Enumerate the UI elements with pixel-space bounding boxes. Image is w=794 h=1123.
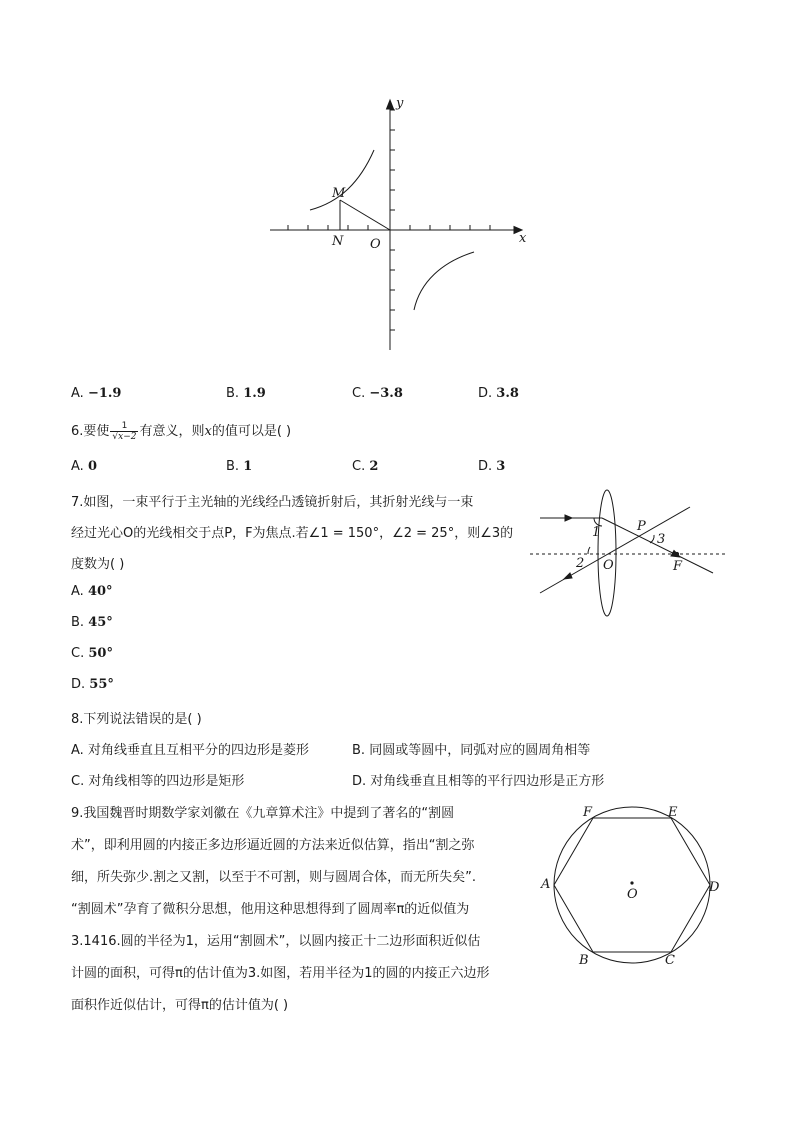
q8-option-a[interactable]: A. 对角线垂直且互相平分的四边形是菱形 <box>71 743 309 758</box>
angle-3-label: 3 <box>657 532 666 547</box>
q7-stem-line-2: 经过光心O的光线相交于点P，F为焦点.若∠1 = 150°，∠2 = 25°，则∠3的 <box>71 526 514 541</box>
q5-option-a[interactable]: A. −1.9 <box>71 386 122 401</box>
vertex-D-label: D <box>709 880 720 895</box>
convex-lens <box>598 490 616 616</box>
inscribed-hexagon <box>554 818 710 952</box>
q6-stem: 6.要使 $\frac{1}{√x-2}$ 有意义，则x的值可以是( ) <box>71 421 292 442</box>
q5-option-d[interactable]: D. 3.8 <box>478 386 519 401</box>
q9-stem-line-2: 术”，即利用圆的内接正多边形逼近圆的方法来近似估算，指出“割之弥 <box>71 838 475 853</box>
q8-option-b[interactable]: B. 同圆或等圆中，同弧对应的圆周角相等 <box>352 743 591 758</box>
q8-option-c[interactable]: C. 对角线相等的四边形是矩形 <box>71 774 245 789</box>
q8-option-d[interactable]: D. 对角线垂直且相等的平行四边形是正方形 <box>352 774 605 789</box>
vertex-E-label: E <box>668 805 678 820</box>
q9-stem-line-6: 计圆的面积，可得π的估计值为3.如图，若用半径为1的圆的内接正六边形 <box>71 966 490 981</box>
hexagon-circle-figure <box>535 800 730 970</box>
parallel-ray-arrow <box>565 515 572 521</box>
y-ticks <box>390 110 395 330</box>
center-dot <box>630 881 633 884</box>
q8-stem: 8.下列说法错误的是( ) <box>71 712 202 727</box>
vertex-C-label: C <box>665 953 675 968</box>
q9-stem-line-4: “割圆术”孕育了微积分思想，他用这种思想得到了圆周率π的近似值为 <box>71 902 470 917</box>
q7-stem-line-1: 7.如图，一束平行于主光轴的光线经凸透镜折射后，其折射光线与一束 <box>71 495 474 510</box>
q9-stem-line-1: 9.我国魏晋时期数学家刘徽在《九章算术注》中提到了著名的“割圆 <box>71 806 455 821</box>
q6-option-b[interactable]: B. 1 <box>226 459 253 474</box>
origin-label: O <box>370 237 381 252</box>
point-N-label: N <box>332 234 344 249</box>
q7-option-d[interactable]: D. 55° <box>71 677 114 692</box>
q6-fraction: $\frac{1}{√x-2}$ <box>112 421 137 442</box>
center-ray-arrow <box>564 573 572 579</box>
center-O-label: O <box>627 887 638 902</box>
hyperbola-figure <box>260 90 540 360</box>
angle-1-label: 1 <box>592 525 601 540</box>
y-axis-label: y <box>396 96 404 111</box>
point-O-label: O <box>603 558 614 573</box>
point-F-label: F <box>673 559 683 574</box>
q5-option-b[interactable]: B. 1.9 <box>226 386 266 401</box>
focal-point-dot <box>675 552 678 555</box>
q7-option-a[interactable]: A. 40° <box>71 584 113 599</box>
x-axis-label: x <box>519 231 527 246</box>
vertex-F-label: F <box>583 805 593 820</box>
vertex-A-label: A <box>541 877 551 892</box>
point-P-label: P <box>637 519 646 534</box>
angle-2-label: 2 <box>576 556 585 571</box>
q6-option-d[interactable]: D. 3 <box>478 459 506 474</box>
hyperbola-branch-right <box>414 252 474 310</box>
angle-2-arc <box>588 547 590 554</box>
q9-stem-line-7: 面积作近似估计，可得π的估计值为( ) <box>71 998 289 1013</box>
q6-option-c[interactable]: C. 2 <box>352 459 379 474</box>
q7-stem-line-3: 度数为( ) <box>71 557 125 572</box>
lens-figure <box>530 485 725 625</box>
q9-stem-line-5: 3.1416.圆的半径为1，运用“割圆术”，以圆内接正十二边形面积近似估 <box>71 934 481 949</box>
y-axis-arrow <box>387 100 394 109</box>
q6-option-a[interactable]: A. 0 <box>71 459 97 474</box>
q7-option-c[interactable]: C. 50° <box>71 646 113 661</box>
point-M-label: M <box>332 186 346 201</box>
q7-option-b[interactable]: B. 45° <box>71 615 113 630</box>
circle <box>554 807 710 963</box>
q9-stem-line-3: 细，所失弥少.割之又割，以至于不可割，则与圆周合体，而无所失矣”. <box>71 870 476 885</box>
q5-option-c[interactable]: C. −3.8 <box>352 386 403 401</box>
vertex-B-label: B <box>579 953 589 968</box>
